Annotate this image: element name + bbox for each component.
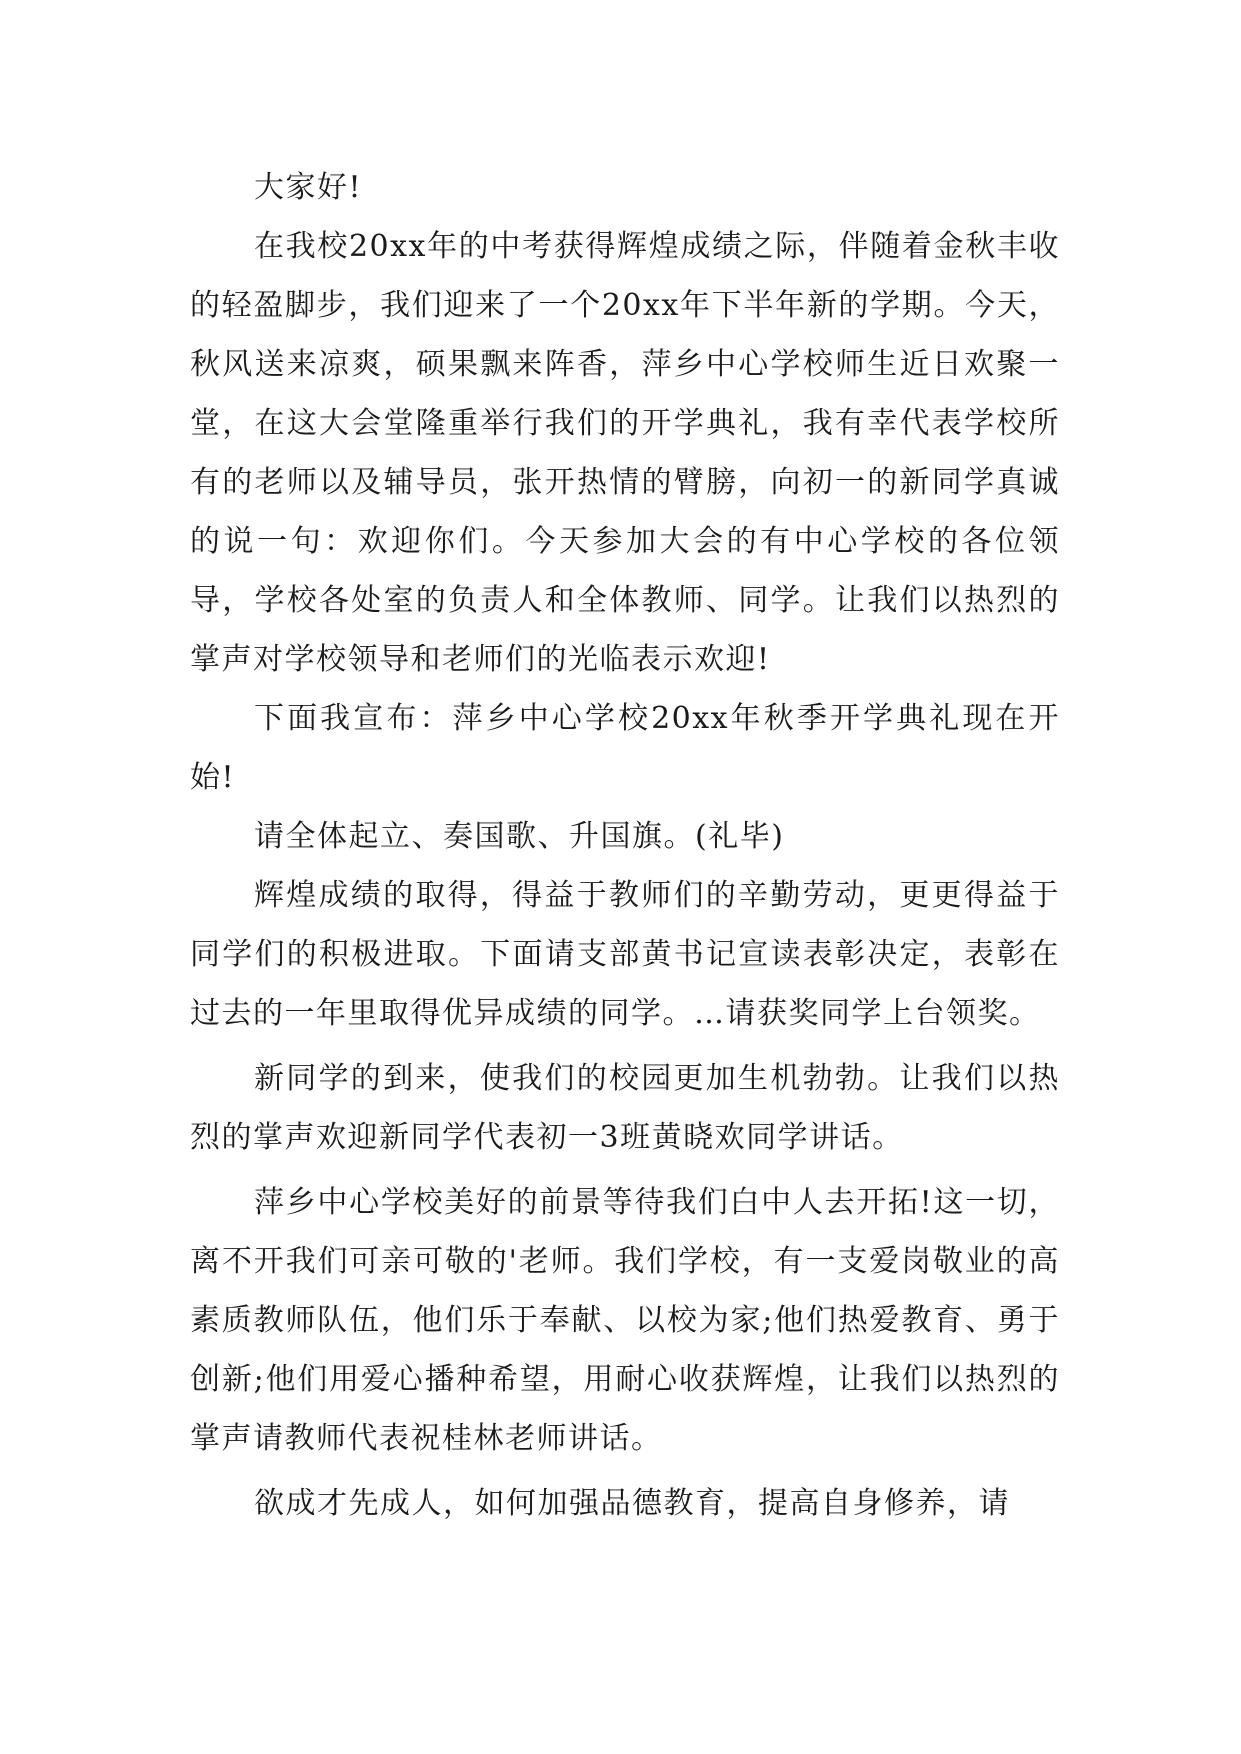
paragraph-new-students: 新同学的到来，使我们的校园更加生机勃勃。让我们以热烈的掌声欢迎新同学代表初一3班黄晓欢同学讲话。 [190,1061,1060,1155]
document-body [190,158,1060,1533]
paragraph-announcement: 下面我宣布：萍乡中心学校20xx年秋季开学典礼现在开始! [190,701,1060,795]
paragraph-teachers: 萍乡中心学校美好的前景等待我们白中人去开拓!这一切，离不开我们可亲可敬的'老师。我们学校，有一支爱岗敬业的高素质教师队伍，他们乐于奉献、以校为家;他们热爱教育、勇于创新;他们用爱心播种希望，用耐心收获辉煌，让我们以热烈的掌声请教师代表祝桂林老师讲话。 [190,1185,1060,1456]
paragraph-awards: 辉煌成绩的取得，得益于教师们的辛勤劳动，更更得益于同学们的积极进取。下面请支部黄书记宣读表彰决定，表彰在过去的一年里取得优异成绩的同学。…请获奖同学上台领奖。 [190,878,1060,1031]
paragraph-greeting: 大家好! [254,170,363,205]
paragraph-opening: 在我校20xx年的中考获得辉煌成绩之际，伴随着金秋丰收的轻盈脚步，我们迎来了一个20xx年下半年新的学期。今天，秋风送来凉爽，硕果飘来阵香，萍乡中心学校师生近日欢聚一堂，在这大会堂隆重举行我们的开学典礼，我有幸代表学校所有的老师以及辅导员，张开热情的臂膀，向初一的新同学真诚的说一句：欢迎你们。今天参加大会的有中心学校的各位领导，学校各处室的负责人和全体教师、同学。让我们以热烈的掌声对学校领导和老师们的光临表示欢迎! [190,229,1060,677]
paragraph-anthem: 请全体起立、奏国歌、升国旗。(礼毕) [254,819,785,854]
paragraph-character: 欲成才先成人，如何加强品德教育，提高自身修养，请 [254,1486,1010,1521]
